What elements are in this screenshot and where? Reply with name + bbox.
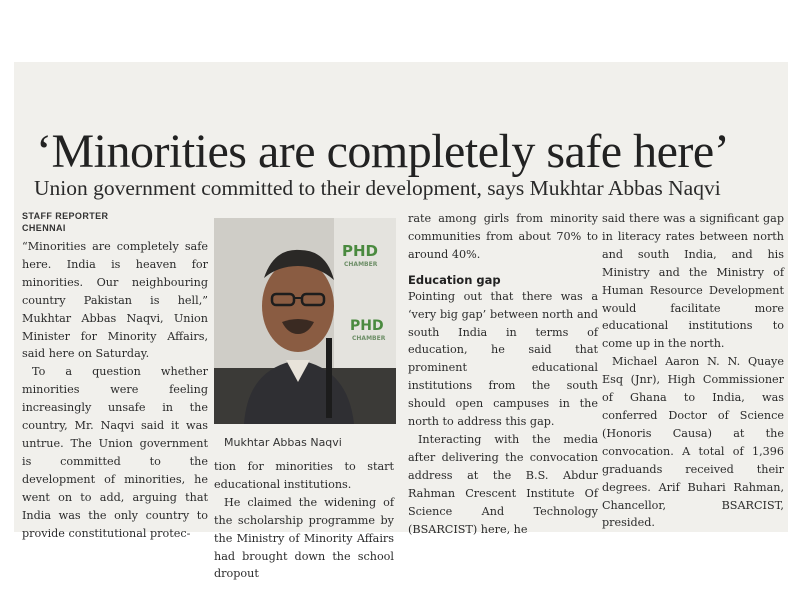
backdrop-logo-text: PHD bbox=[350, 318, 384, 334]
paragraph: Pointing out that there was a ‘very big gap’ between north and south India in terms of education, he said that prominent educational institutions from the south should open campuses in the north to address this gap. bbox=[408, 289, 598, 429]
subheadline: Union government committed to their development, says Mukhtar Abbas Naqvi bbox=[34, 176, 721, 200]
byline bbox=[22, 210, 222, 234]
paragraph: He claimed the widening of the scholarship programme by the Ministry of Minority Affairs had brought down the school dropout bbox=[214, 495, 394, 581]
newspaper-clipping bbox=[14, 62, 788, 581]
dateline: CHENNAI bbox=[22, 223, 66, 233]
backdrop-logo-text: CHAMBER bbox=[352, 335, 386, 342]
paragraph: “Minorities are completely safe here. India is heaven for minorities. Our neighbouring country Pakistan is hell,” Mukhtar Abbas Naqvi, Union Minister for Minority Affairs, said here on Saturday. bbox=[22, 240, 208, 361]
paragraph: To a question whether minorities were feeling increasingly unsafe in the country, Mr. Naqvi said it was untrue. The Union government is committed to the development of minorities, he went on to add, arguing that India was the only country to provide constitutional protec- bbox=[22, 365, 208, 540]
column-1 bbox=[22, 238, 208, 542]
headline: ‘Minorities are completely safe here’ bbox=[36, 125, 730, 179]
backdrop-logo-text: CHAMBER bbox=[344, 261, 378, 268]
paragraph: Interacting with the media after delivering the convocation address at the B.S. Abdur Rahman Crescent Institute Of Science And Technology (BSARCIST) here, he bbox=[408, 432, 598, 536]
column-4 bbox=[602, 210, 784, 532]
portrait-illustration bbox=[214, 218, 396, 424]
reporter: STAFF REPORTER bbox=[22, 211, 109, 221]
photo-caption: Mukhtar Abbas Naqvi bbox=[224, 436, 342, 449]
backdrop-logo-text: PHD bbox=[342, 242, 378, 260]
column-3 bbox=[408, 210, 598, 538]
portrait-photo bbox=[214, 218, 396, 424]
paragraph: rate among girls from minority communities from about 70% to around 40%. bbox=[408, 212, 598, 261]
paragraph: tion for minorities to start educational institutions. bbox=[214, 460, 394, 491]
column-2 bbox=[214, 458, 394, 583]
paragraph: said there was a significant gap in literacy rates between north and south India, and his Ministry and the Ministry of Human Resource Development would facilitate more educational institutions to come up in the north. bbox=[602, 212, 784, 351]
section-heading: Education gap bbox=[408, 272, 501, 287]
paragraph: Michael Aaron N. N. Quaye Esq (Jnr), High Commissioner of Ghana to India, was conferred Doctor of Science (Honoris Causa) at the convocation. A total of 1,396 graduands received their degrees. Arif Buhari Rahman, Chancellor, BSARCIST, presided. bbox=[602, 355, 784, 530]
